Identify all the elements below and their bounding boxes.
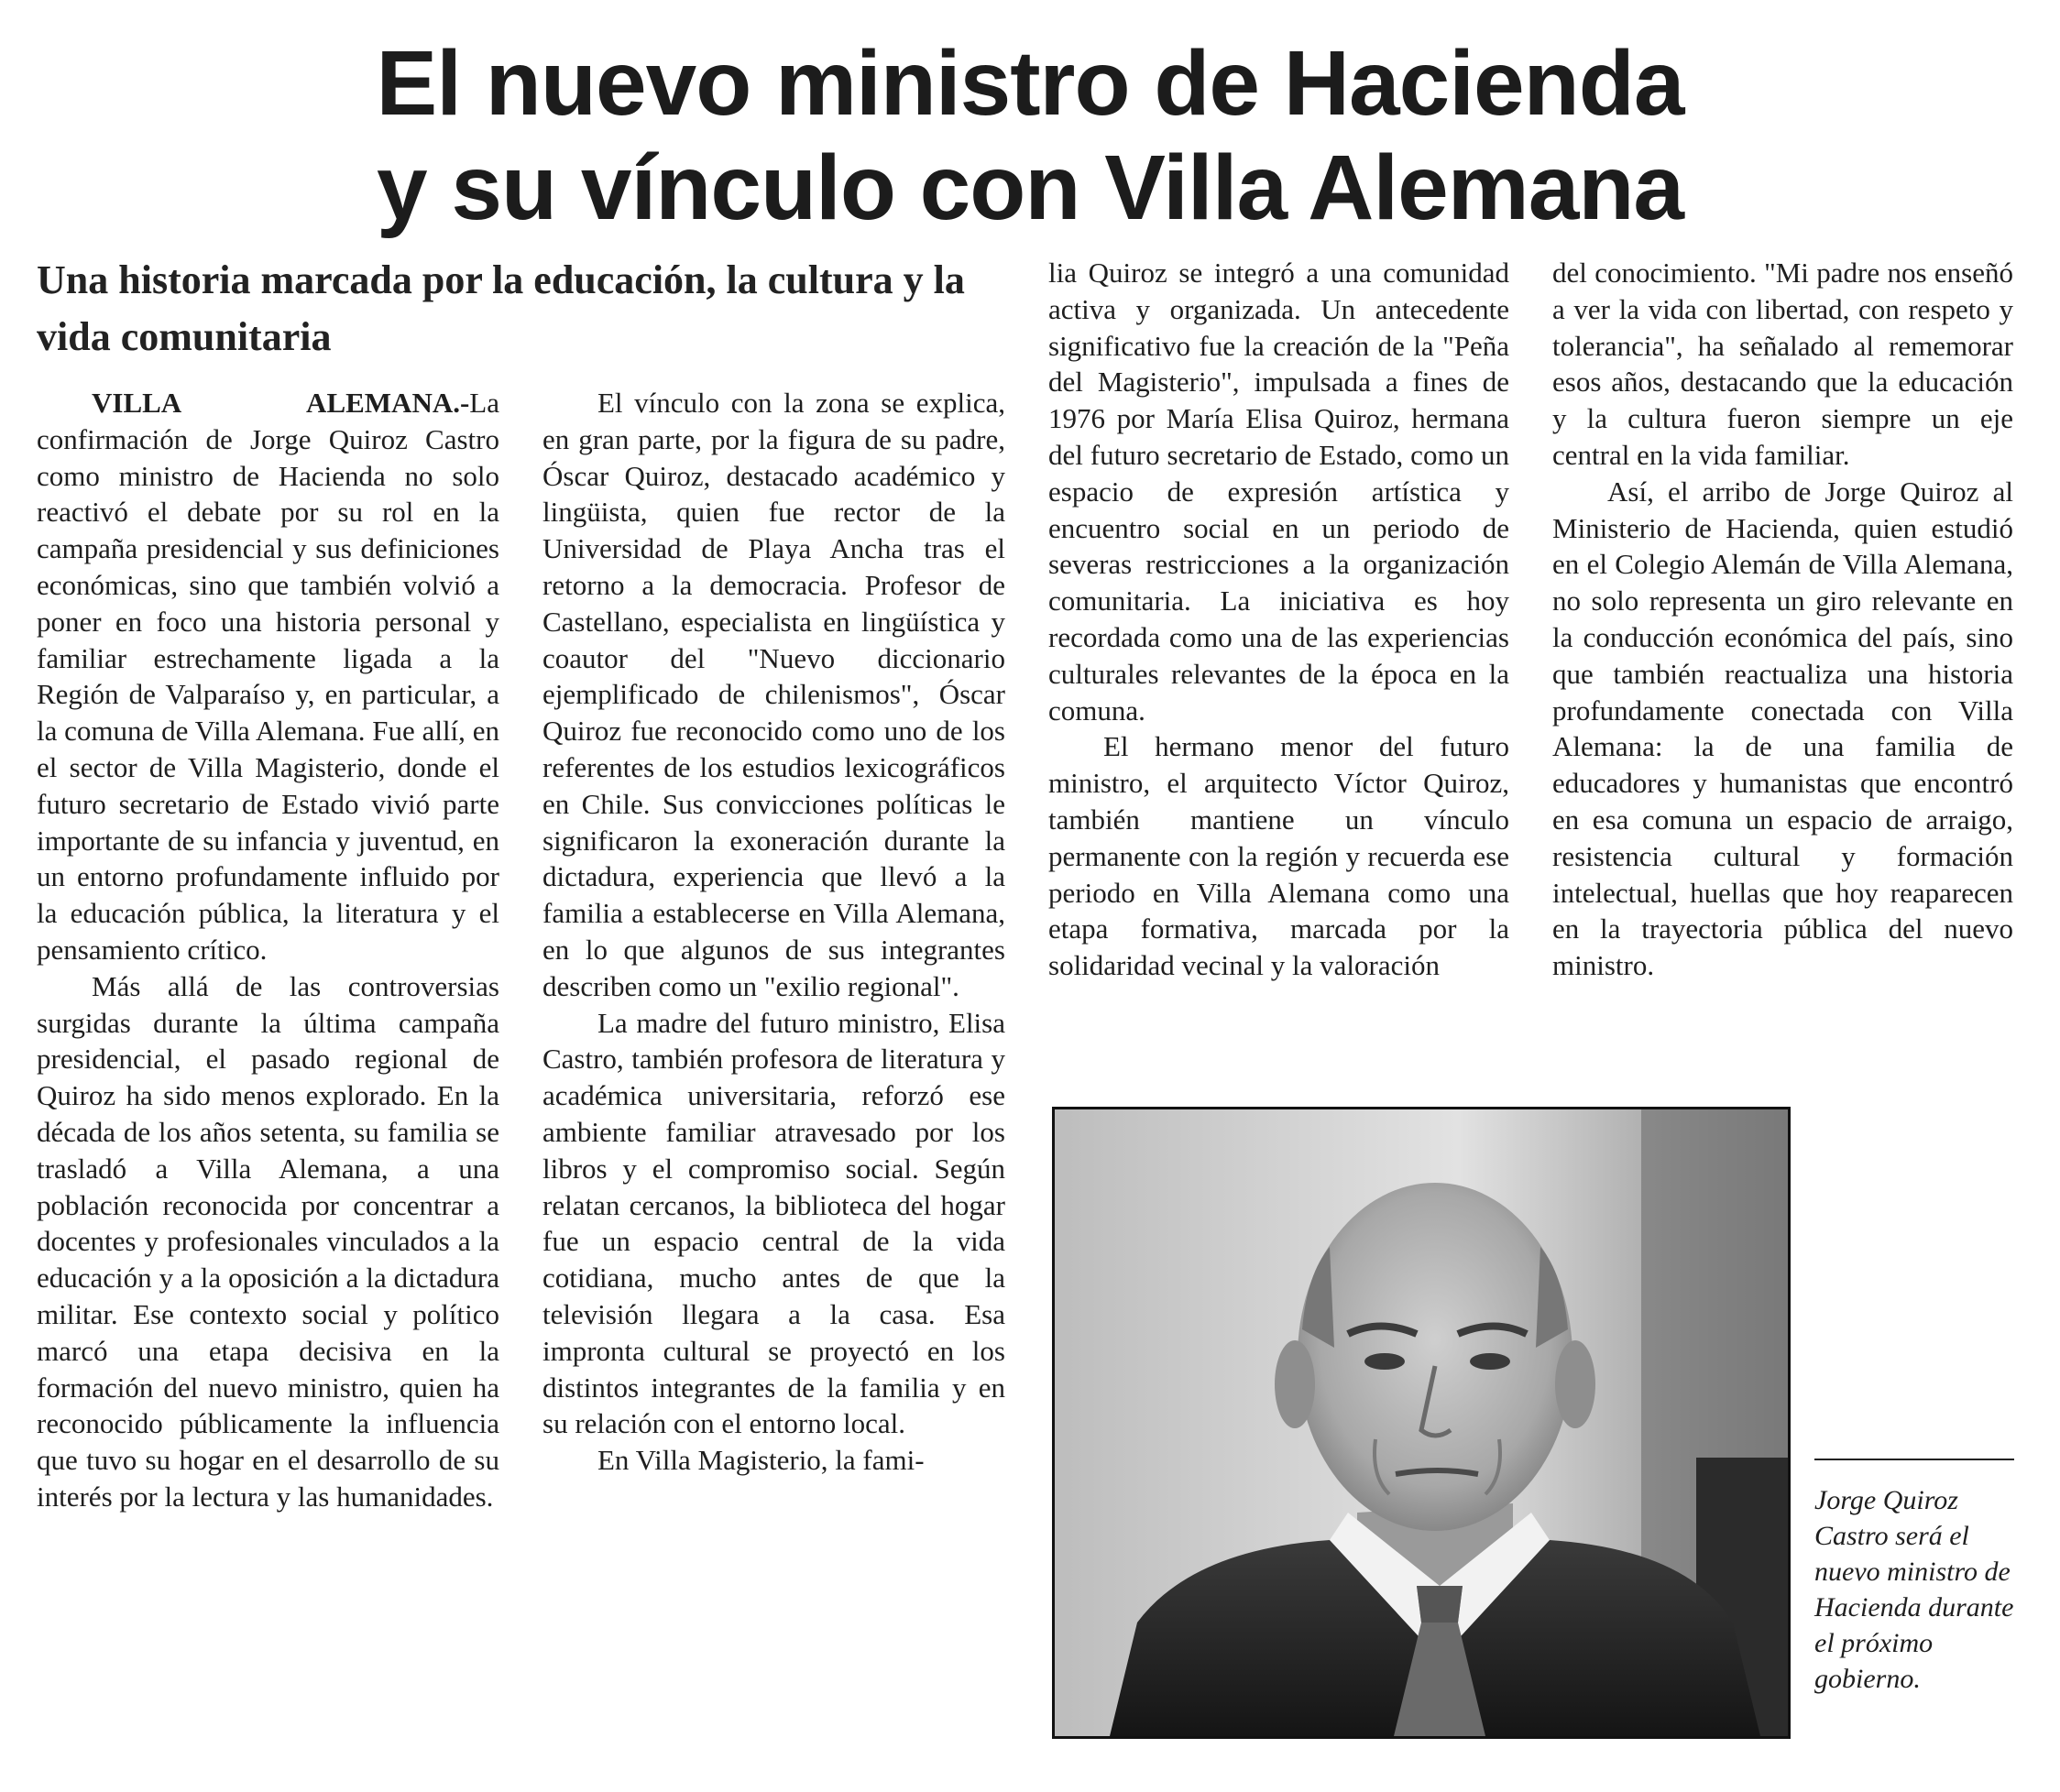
top-rule [0,0,2060,7]
paragraph: Así, el arribo de Jorge Quiroz al Ministerio de Hacienda, quien estudió en el Colegio Alemán de Villa Alemana, no solo representa un giro relevante en la conducción económica del país, sino que también reactualiza una historia profundamente conectada con Villa Alemana: la de una familia de educadores y humanistas que encontró en esa comuna un espacio de arraigo, resistencia cultural y formación intelectual, huellas que hoy reaparecen en la trayectoria pública del nuevo ministro. [1552,475,2013,982]
headline [37,31,2023,240]
paragraph: La madre del futuro ministro, Elisa Castro, también profesora de literatura y académica universitaria, reforzó ese ambiente familiar atravesado por los libros y el compromiso social. Según relatan cercanos, la biblioteca del hogar fue un espacio central de la vida cotidiana, mucho antes de que la televisión llegara a la casa. Esa impronta cultural se proyectó en los distintos integrantes de la familia y en su relación con el entorno local. [542,1006,1005,1440]
paragraph: Más allá de las controversias surgidas durante la última campaña presidencial, el pasado regional de Quiroz ha sido menos explorado. En la década de los años setenta, su familia se trasladó a Villa Alemana, a una población reconocida por concentrar a docentes y profesionales vinculados a la educación y a la oposición a la dictadura militar. Ese contexto social y político marcó una etapa decisiva en la formación del nuevo ministro, quien ha reconocido públicamente la influencia que tuvo su hogar en el desarrollo de su interés por la lectura y las humanidades. [37,969,499,1513]
paragraph [37,385,499,968]
article-column-3 [1048,255,1509,984]
headline-line-2: y su vínculo con Villa Alemana [376,137,1684,239]
article-column-1 [37,385,499,1515]
paragraph: El vínculo con la zona se explica, en gran parte, por la figura de su padre, Óscar Quiroz, destacado académico y lingüista, quien fue rector de la Universidad de Playa Ancha tras el retorno a la democracia. Profesor de Castellano, especialista en lingüística y coautor del "Nuevo diccionario ejemplificado de chilenismos", Óscar Quiroz fue reconocido como uno de los referentes de los estudios lexicográficos en Chile. Sus convicciones políticas le significaron la exoneración durante la dictadura, experiencia que llevó a la familia a establecerse en Villa Alemana, en lo que algunos de sus integrantes describen como un "exilio regional". [542,387,1005,1002]
paragraph-text: La confirmación de Jorge Quiroz Castro como ministro de Hacienda no solo reactivó el debate por su rol en la campaña presidencial y sus definiciones económicas, sino que también volvió a poner en foco una historia personal y familiar estrechamente ligada a la Región de Valparaíso y, en particular, a la comuna de Villa Alemana. Fue allí, en el sector de Villa Magisterio, donde el futuro secretario de Estado vivió parte importante de su infancia y juventud, en un entorno profundamente influido por la educación pública, la literatura y el pensamiento crítico. [37,387,499,966]
paragraph: lia Quiroz se integró a una comunidad activa y organizada. Un antecedente significativo fue la creación de la "Peña del Magisterio", impulsada a fines de 1976 por María Elisa Quiroz, hermana del futuro secretario de Estado, como un espacio de expresión artística y encuentro social en un periodo de severas restricciones a la organización comunitaria. La iniciativa es hoy recordada como una de las experiencias culturales relevantes de la época en la comuna. [1048,257,1509,727]
caption-divider [1814,1459,2014,1460]
article-column-4 [1552,255,2013,984]
photo-caption: Jorge Quiroz Castro será el nuevo ministro de Hacienda durante el próximo gobierno. [1814,1485,2014,1694]
paragraph: del conocimiento. "Mi padre nos enseñó a ver la vida con libertad, con respeto y tolerancia", ha señalado al rememorar esos años, destacando que la educación y la cultura fueron siempre un eje central en la vida familiar. [1552,257,2013,471]
paragraph: En Villa Magisterio, la fami- [597,1444,925,1477]
dateline: VILLA ALEMANA.- [92,387,470,419]
article-column-2 [542,385,1005,1479]
headline-line-1: El nuevo ministro de Hacienda [376,32,1684,135]
subheadline: Una historia marcada por la educación, la cultura y la vida comunitaria [37,257,965,359]
paragraph: El hermano menor del futuro ministro, el arquitecto Víctor Quiroz, también mantiene un vínculo permanente con la región y recuerda ese periodo en Villa Alemana como una etapa formativa, marcada por la solidaridad vecinal y la valoración [1048,730,1509,982]
portrait-photo [1052,1107,1791,1739]
portrait-illustration [1055,1109,1788,1736]
